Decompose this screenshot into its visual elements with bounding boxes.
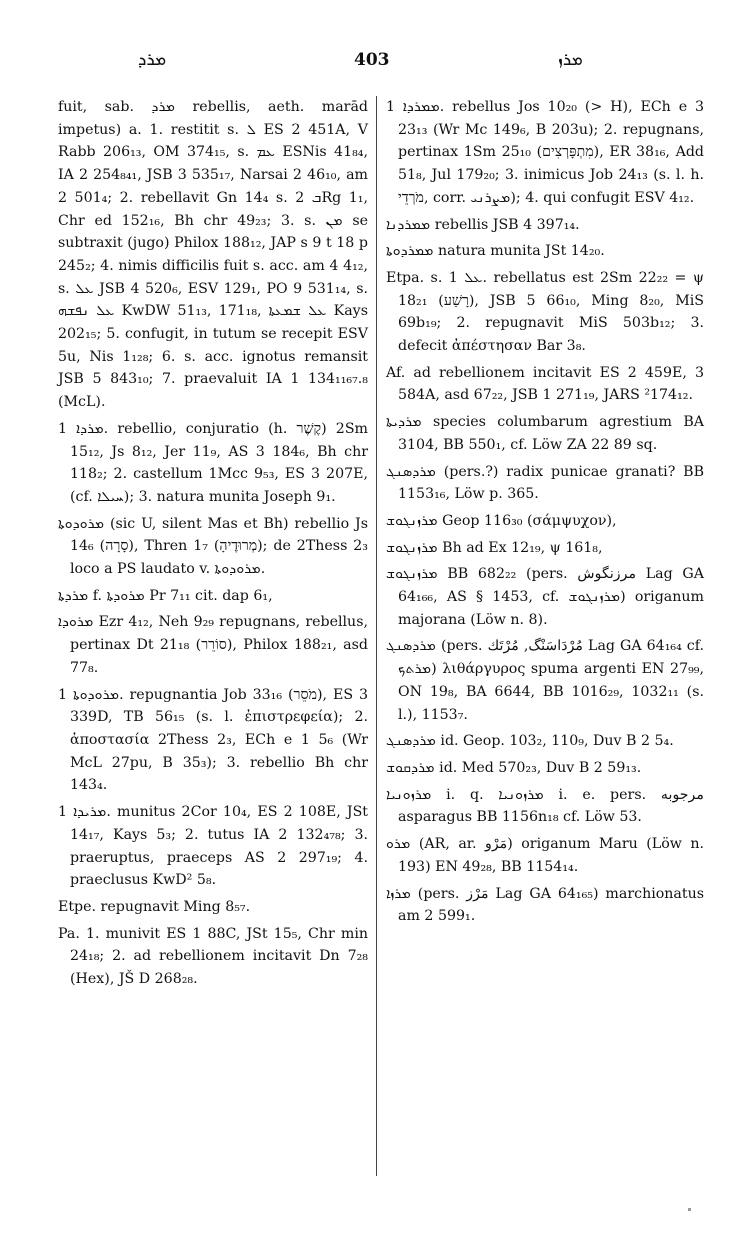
entry: ܡܪܕܐ 1. rebellio, conjuratio (h. קֶשֶׁר) 2Sm 15₁₂, Js 8₁₂, Jer 11₉, AS 3 184₆, Bh chr 118₂; 2. castellum 1Mcc 9₅₃, ES 3 207E, (cf. ܚܝܠܐ); 3. natura munita Joseph 9₁. [58, 420, 369, 505]
entry: Pa. 1. munivit ES 1 88C, JSt 15₅, Chr min 24₁₈; 2. ad rebellionem incitavit Dn 7₂₈ (Hex), JŠ D 268₂₈. [58, 925, 368, 988]
left-headword: ܡܪܕ [138, 50, 167, 70]
scan-speck [688, 1208, 691, 1211]
entry: ܡܪܕܣܢܓ (pers. مُرْدَاسَنْگ, مُرْتَك Lag GA 64₁₆₄ cf. ܡܪܬܟ) λιθάργυρος spuma argenti EN 27₉₉, ON 19₈, BA 6644, BB 1016₂₉, 1032₁₁ (s. l.), 1153₇. [386, 638, 704, 723]
entry: ܡܪܙܢܓܘܫ Bh ad Ex 12₁₉, ψ 161₈, [386, 539, 603, 556]
page-number: 403 [354, 50, 390, 70]
entry: ܡܪܙܘܢܝܐ i. q. ܡܪܙܘܢܝܐ i. e. pers. مرجوبه asparagus BB 1156n₁₈ cf. Löw 53. [386, 786, 704, 826]
entry: ܡܪܙܢܓܘܫ Geop 116₃₀ (σάμψυχον), [386, 512, 617, 529]
entry: ܡܪܘܕܘܬܐ 1. repugnantia Job 33₁₆ (מֹסֵר), ES 3 339D, TB 56₁₅ (s. l. ἐπιστρεφεία); 2. ἀποστασία 2Thess 2₃, ECh e 1 5₆ (Wr McL 27pu, B 35₃); 3. rebellio Bh chr 143₄. [58, 686, 369, 794]
entry: Etpe. repugnavit Ming 8₅₇. [58, 898, 251, 915]
entry: Af. ad rebellionem incitavit ES 2 459E, 3 584A, asd 67₂₂, JSB 1 271₁₉, JARS ²174₁₂. [386, 364, 704, 404]
entry: ܡܪܙܐ (pers. مَرْز Lag GA 64₁₆₅) marchionatus am 2 599₁. [386, 885, 704, 925]
right-headword: ܡܪܙ [558, 50, 583, 70]
entry: ܡܪܕܣܢܓ (pers.?) radix punicae granati? BB 1153₁₆, Löw p. 365. [386, 463, 704, 503]
entry: ܡܪܕܩܘܫ id. Med 570₂₃, Duv B 2 59₁₃. [386, 759, 642, 776]
entry: ܡܪܕܬܐ f. ܡܪܘܕܬܐ Pr 7₁₁ cit. dap 6₁, [58, 587, 273, 604]
right-column [386, 96, 704, 932]
entry: ܡܪܕܣܢܓ id. Geop. 103₂, 110₉, Duv B 2 5₄. [386, 733, 674, 750]
entry: ܡܪܘܕܘܬܐ (sic U, silent Mas et Bh) rebellio Js 14₆ (סָרָה), Thren 1₇ (מְרוּדֶיהָ); de 2Thess 2₃ loco a PS laudato v. ܡܪܘܕܘܬܐ. [58, 515, 368, 578]
left-column [58, 96, 368, 995]
column-divider [376, 96, 377, 1176]
entry: ܡܡܪܕܐ 1. rebellus Jos 10₂₀ (> H), ECh e 3 23₁₃ (Wr Mc 149₆, B 203u); 2. repugnans, pertinax 1Sm 25₁₀ (מִתְפָּרְצִים), ER 38₁₆, Add 51₈, Jul 179₂₀; 3. inimicus Job 24₁₃ (s. l. h. מֹרְדֵי, corr. ܡܨܪܢܝ); 4. qui confugit ESV 4₁₂. [386, 99, 704, 206]
entry: ܡܡܪܕܢܐ rebellis JSB 4 397₁₄. [386, 216, 580, 233]
entry: ܡܪܘ (AR, ar. مَرْو) origanum Maru (Löw n. 193) EN 49₂₈, BB 1154₁₄. [386, 836, 704, 875]
entry: ܡܡܪܕܘܬܐ natura munita JSt 14₂₀. [386, 243, 605, 260]
entry: Etpa. s. ܥܠ 1. rebellatus est 2Sm 22₂₂ = ψ 18₂₁ (רָשַׁע), JSB 5 66₁₀, Ming 8₂₀, MiS 69b₁₉; 2. repugnavit MiS 503b₁₂; 3. defecit ἀπέστησαν Bar 3₈. [386, 269, 704, 355]
page-header [58, 50, 698, 80]
entry: fuit, sab. ܡܪܕ rebellis, aeth. marād impetus) a. 1. restitit s. ܠ ES 2 451A, V Rabb 206₁₃, OM 374₁₅, s. ܥܡ ESNis 41₈₄, IA 2 254₈₄₁, JSB 3 535₁₇, Narsai 2 46₁₀, am 2 501₄; 2. rebellavit Gn 14₄ s. ܒ 2Rg 1₁, Chr ed 152₁₆, Bh chr 49₂₃; 3. s. ܡܢ se subtraxit (jugo) Philox 188₁₂, JAP s 9 t 18 p 245₂; 4. nimis difficilis fuit s. acc. am 4 4₁₂, s. ܥܠ JSB 4 520₆, ESV 129₁, PO 9 531₁₄, s. ܥܠ ܢܦܫܗ KwDW 51₁₃, 171₁₈, ܥܠ ܫܡܥܬܐ Kays 202₁₅; 5. confugit, in tutum se recepit ESV 5u, Nis 1₁₂₈; 6. s. acc. ignotus remansit JSB 5 843₁₀; 7. praevaluit IA 1 134₁₁₆₇.₈ (McL). [58, 99, 369, 411]
entry: ܡܪܙܢܓܘܫ BB 682₂₂ (pers. مرزنگوش Lag GA 64₁₆₆, AS § 1453, cf. ܡܪܙܢܓܘܫ) origanum majorana (Löw n. 8). [386, 566, 705, 628]
entry: ܡܪܝܕܐ 1. munitus 2Cor 10₄, ES 2 108E, JSt 14₁₇, Kays 5₃; 2. tutus IA 2 132₄₇₈; 3. praeruptus, praeceps AS 2 297₁₉; 4. praeclusus KwD² 5₈. [58, 804, 369, 889]
entry: ܡܪܕܝܬܐ species columbarum agrestium BA 3104, BB 550₁, cf. Löw ZA 22 89 sq. [386, 414, 704, 453]
entry: ܡܪܘܕܐ Ezr 4₁₂, Neh 9₂₉ repugnans, rebellus, pertinax Dt 21₁₈ (סוֹרֵר), Philox 188₂₁, asd 77₈. [58, 614, 368, 676]
